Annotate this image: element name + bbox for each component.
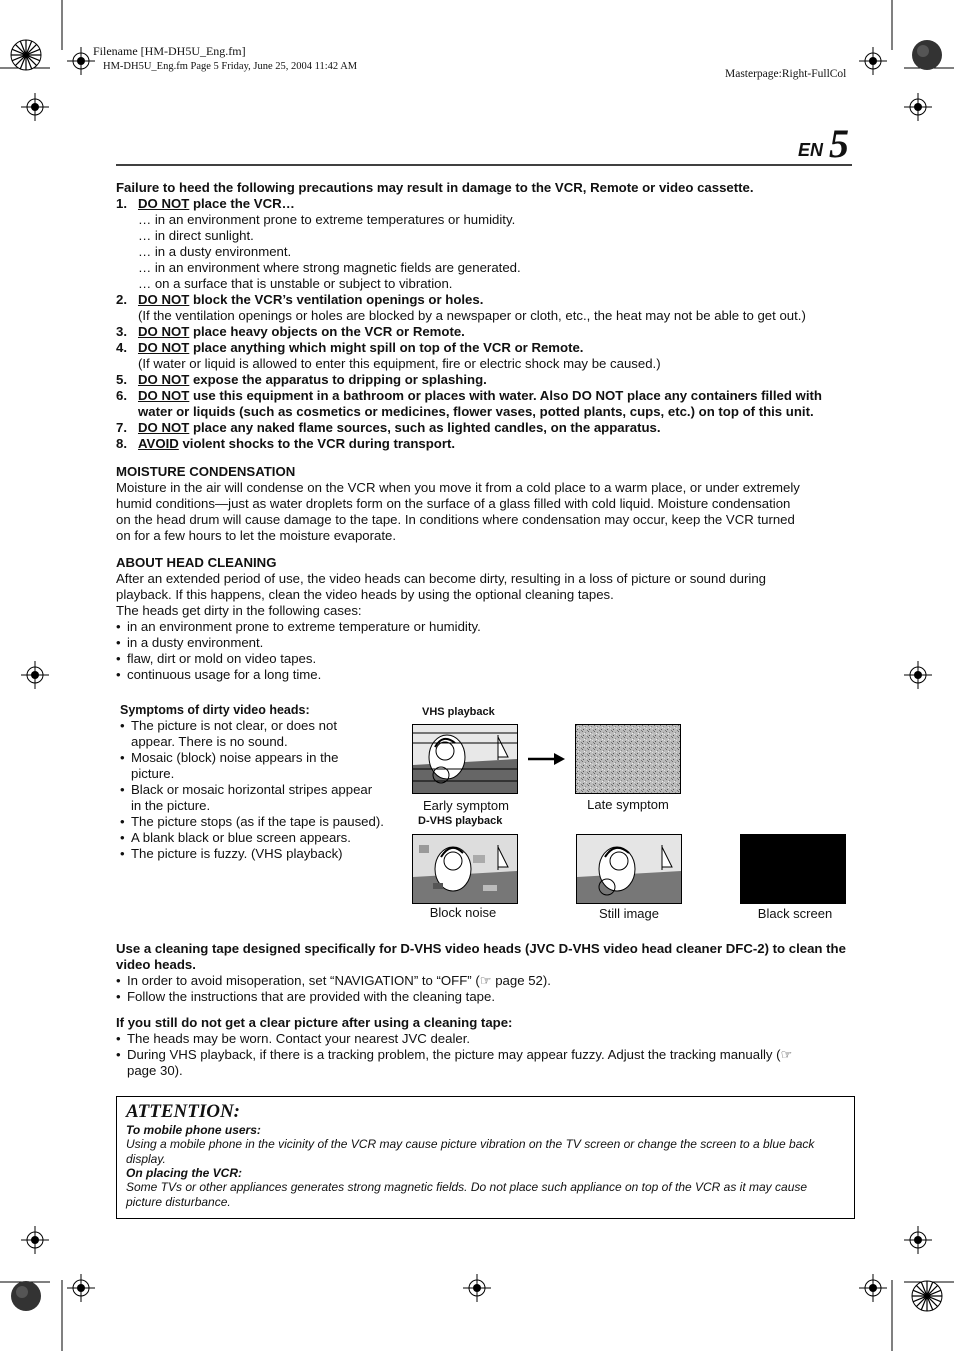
bullet-item: • in an environment prone to extreme temperature or humidity. — [116, 619, 861, 635]
late-symptom-caption: Late symptom — [587, 797, 669, 812]
attention-text: picture disturbance. — [126, 1194, 231, 1209]
page-number: 5 — [829, 121, 849, 166]
cleaning-heading-cont: video heads. — [116, 957, 196, 972]
bullet-item: • In order to avoid misoperation, set “NAVIGATION” to “OFF” (☞ page 52). — [116, 973, 861, 989]
head-cleaning-section — [116, 555, 861, 683]
early-symptom-image — [412, 724, 518, 794]
black-screen-caption: Black screen — [757, 906, 833, 921]
symptoms-heading: Symptoms of dirty video heads: — [120, 703, 310, 717]
symptom-item: • Black or mosaic horizontal stripes appear in the picture. — [120, 782, 410, 814]
precaution-item-3: 3. DO NOT place heavy objects on the VCR or Remote. — [116, 324, 465, 339]
still-not-clear-heading: If you still do not get a clear picture after using a cleaning tape: — [116, 1015, 513, 1030]
paragraph-line: The heads get dirty in the following cases: — [116, 603, 362, 618]
precaution-sub: … in an environment prone to extreme temperatures or humidity. — [138, 212, 516, 227]
precaution-sub: … in direct sunlight. — [138, 228, 254, 243]
masterpage-label: Masterpage:Right-FullCol — [725, 68, 847, 80]
precaution-item-7: 7. DO NOT place any naked flame sources, such as lighted candles, on the apparatus. — [116, 420, 661, 435]
precaution-cont: water or liquids (such as cosmetics or medicines, flower vases, potted plants, cups, etc.) on top of this unit. — [138, 404, 814, 419]
cleaning-tape-section — [116, 941, 861, 1005]
precaution-item-4: 4. DO NOT place anything which might spill on top of the VCR or Remote. — [116, 340, 584, 355]
early-symptom-caption: Early symptom — [423, 798, 509, 813]
symptom-item: • The picture is not clear, or does not appear. There is no sound. — [120, 718, 410, 750]
cleaning-heading: Use a cleaning tape designed specifically for D-VHS video heads (JVC D-VHS video head cleaner DFC-2) to clean the — [116, 941, 846, 956]
precaution-item-6: 6. DO NOT use this equipment in a bathroom or places with water. Also DO NOT place any containers filled with — [116, 388, 822, 403]
moisture-section — [116, 464, 861, 544]
symptom-item: • Mosaic (block) noise appears in the picture. — [120, 750, 410, 782]
paragraph-line: on for a few hours to let the moisture evaporate. — [116, 528, 397, 543]
symptom-item: • The picture stops (as if the tape is paused). — [120, 814, 410, 830]
attention-text: Using a mobile phone in the vicinity of the VCR may cause picture vibration on the TV screen or change the screen to a blue back — [126, 1137, 815, 1151]
late-symptom-image — [575, 724, 681, 794]
attention-box — [116, 1096, 855, 1219]
dvhs-playback-label: D-VHS playback — [418, 815, 503, 827]
bullet-item: • The heads may be worn. Contact your nearest JVC dealer. — [116, 1031, 861, 1047]
vhs-playback-label: VHS playback — [422, 706, 495, 718]
symptoms-section — [120, 702, 410, 862]
precaution-sub: … in a dusty environment. — [138, 244, 292, 259]
head-cleaning-heading: ABOUT HEAD CLEANING — [116, 555, 277, 570]
file-info: HM-DH5U_Eng.fm Page 5 Friday, June 25, 2004 11:42 AM — [103, 61, 358, 72]
block-noise-caption: Block noise — [429, 905, 497, 920]
still-not-clear-section — [116, 1015, 861, 1079]
arrow-right-icon — [528, 752, 566, 766]
filename-label: Filename [HM-DH5U_Eng.fm] — [93, 44, 246, 58]
bullet-item: • continuous usage for a long time. — [116, 667, 861, 683]
paragraph-line: After an extended period of use, the video heads can become dirty, resulting in a loss of picture or sound during — [116, 571, 766, 586]
bullet-item: • in a dusty environment. — [116, 635, 861, 651]
paragraph-line: playback. If this happens, clean the video heads by using the optional cleaning tapes. — [116, 587, 614, 602]
precaution-item-1: 1. DO NOT place the VCR… — [116, 196, 295, 211]
language-code: EN — [798, 140, 824, 160]
precautions-intro: Failure to heed the following precautions may result in damage to the VCR, Remote or video cassette. — [116, 180, 754, 195]
precaution-note: (If water or liquid is allowed to enter this equipment, fire or electric shock may be caused.) — [138, 356, 661, 371]
symptom-item: • The picture is fuzzy. (VHS playback) — [120, 846, 410, 862]
attention-text: Some TVs or other appliances generates strong magnetic fields. Do not place such appliance on top of the VCR as it may cause — [126, 1180, 808, 1194]
bullet-item: • flaw, dirt or mold on video tapes. — [116, 651, 861, 667]
bullet-item: • Follow the instructions that are provided with the cleaning tape. — [116, 989, 861, 1005]
block-noise-image — [412, 834, 518, 904]
paragraph-line: Moisture in the air will condense on the VCR when you move it from a cold place to a warm place, or under extremely — [116, 480, 800, 495]
precaution-item-5: 5. DO NOT expose the apparatus to dripping or splashing. — [116, 372, 487, 387]
paragraph-line: humid conditions—just as water droplets form on the surface of a glass filled with cold liquid. Moisture condensation — [116, 496, 791, 511]
attention-subheading: On placing the VCR: — [126, 1166, 243, 1180]
precaution-sub: … on a surface that is unstable or subject to vibration. — [138, 276, 453, 291]
attention-title: ATTENTION: — [126, 1101, 240, 1122]
precaution-item-8: 8. AVOID violent shocks to the VCR during transport. — [116, 436, 456, 451]
symptom-item: • A blank black or blue screen appears. — [120, 830, 410, 846]
precaution-sub: … in an environment where strong magnetic fields are generated. — [138, 260, 521, 275]
still-image-caption: Still image — [599, 906, 659, 921]
paragraph-line: on the head drum will cause damage to the tape. In conditions where condensation may occur, keep the VCR turned — [116, 512, 795, 527]
still-image — [576, 834, 682, 904]
precaution-item-2: 2. DO NOT block the VCR’s ventilation openings or holes. — [116, 292, 484, 307]
attention-text: display. — [126, 1151, 166, 1166]
moisture-heading: MOISTURE CONDENSATION — [116, 464, 296, 479]
bullet-item: • During VHS playback, if there is a tracking problem, the picture may appear fuzzy. Adjust the tracking manually (☞ page 30). — [116, 1047, 861, 1079]
precautions-section — [116, 180, 856, 452]
attention-subheading: To mobile phone users: — [126, 1123, 261, 1137]
black-screen-image — [740, 834, 846, 904]
precaution-note: (If the ventilation openings or holes are blocked by a newspaper or cloth, etc., the heat may not be able to get out.) — [138, 308, 806, 323]
